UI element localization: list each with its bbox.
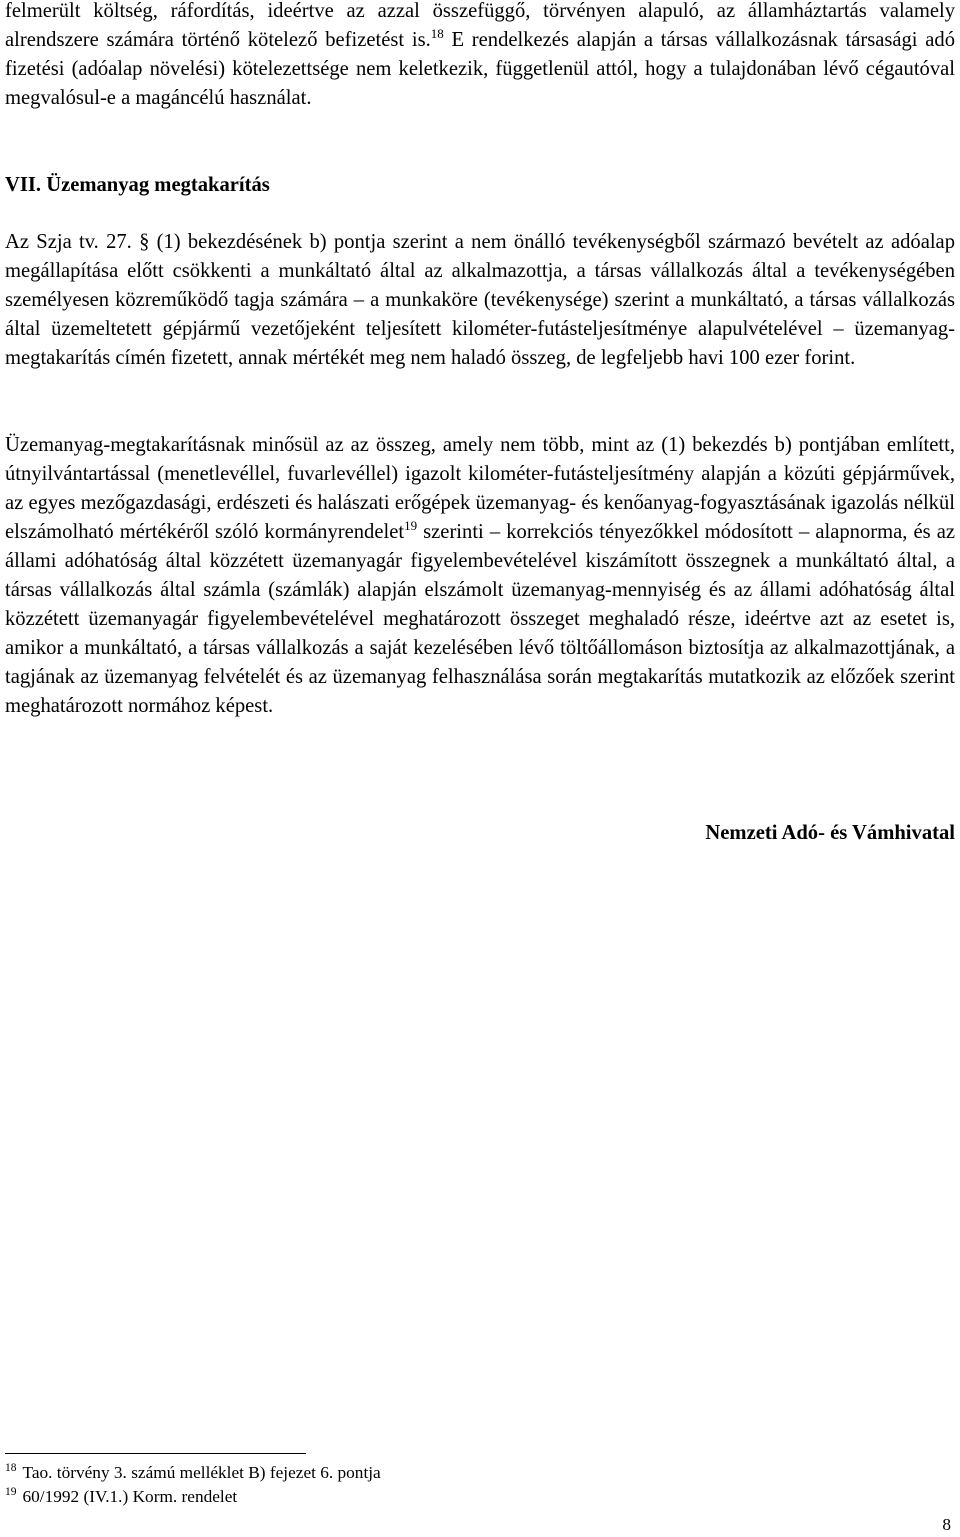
- signature-authority: Nemzeti Adó- és Vámhivatal: [705, 822, 955, 844]
- paragraph-cegauto: [5, 0, 955, 113]
- footnote-text: 60/1992 (IV.1.) Korm. rendelet: [22, 1487, 238, 1506]
- footnote-text: Tao. törvény 3. számú melléklet B) fejezet 6. pontja: [22, 1463, 381, 1482]
- footnote-number: 19: [5, 1486, 17, 1498]
- page-number: 8: [942, 1515, 951, 1534]
- paragraph-text: felmerült költség, ráfordítás, ideértve az azzal összefüggő, törvényen alapuló, az államháztartás valamely alrendszere számára történő kötelező befizetést is.: [5, 0, 955, 51]
- paragraph-text: Üzemanyag-megtakarításnak minősül az az összeg, amely nem több, mint az (1) bekezdés b) pontjában említett, útnyilvántartással (menetlevéllel, fuvarlevéllel) igazolt kilométer-futásteljesítmény alapján a közúti gépjárművek, az egyes mezőgazdasági, erdészeti és halászati erőgépek üzemanyag- és kenőanyag-fogyasztásának igazolás nélkül elszámolható mértékéről szóló kormányrendelet: [5, 434, 955, 543]
- footnote-reference: 18: [430, 26, 444, 41]
- footnote: [5, 1485, 605, 1509]
- paragraph-uzemanyag-megtakaritas: [5, 431, 955, 721]
- footnote: [5, 1461, 605, 1485]
- paragraph-text: E rendelkezés alapján a társas vállalkozásnak társasági adó fizetési (adóalap növelési) kötelezettsége nem keletkezik, függetlenül attól, hogy a tulajdonában lévő cégautóval megvalósul-e a magáncélú használat.: [5, 29, 955, 109]
- paragraph-szja: Az Szja tv. 27. § (1) bekezdésének b) pontja szerint a nem önálló tevékenységből származó bevételt az adóalap megállapítása előtt csökkenti a munkáltató által az alkalmazottja, a társas vállalkozás által a tevékenységében személyesen közreműködő tagja számára – a munkaköre (tevékenysége) szerint a munkáltató, a társas vállalkozás által üzemeltetett gépjármű vezetőjeként teljesített kilométer-futásteljesítménye alapulvételével – üzemanyag-megtakarítás címén fizetett, annak mértékét meg nem haladó összeg, de legfeljebb havi 100 ezer forint.: [5, 231, 955, 369]
- footnote-reference: 19: [404, 518, 418, 533]
- section-heading: VII. Üzemanyag megtakarítás: [5, 174, 270, 196]
- paragraph-text: szerinti – korrekciós tényezőkkel módosított – alapnorma, és az állami adóhatóság által közzétett üzemanyagár figyelembevételével kiszámított összegnek a munkáltató által, a társas vállalkozás által számla (számlák) alapján elszámolt üzemanyag-mennyiség és az állami adóhatóság által közzétett üzemanyagár figyelembevételével meghatározott összeget meghaladó része, ideértve azt az esetet is, amikor a munkáltató, a társas vállalkozás a saját kezelésében lévő töltőállomáson biztosítja az alkalmazottjának, a tagjának az üzemanyag felvételét és az üzemanyag felhasználása során megtakarítás mutatkozik az előzőek szerint meghatározott normához képest.: [5, 521, 956, 717]
- footnote-number: 18: [5, 1462, 17, 1474]
- footnote-separator: [5, 1453, 306, 1454]
- footnotes: [5, 1461, 605, 1509]
